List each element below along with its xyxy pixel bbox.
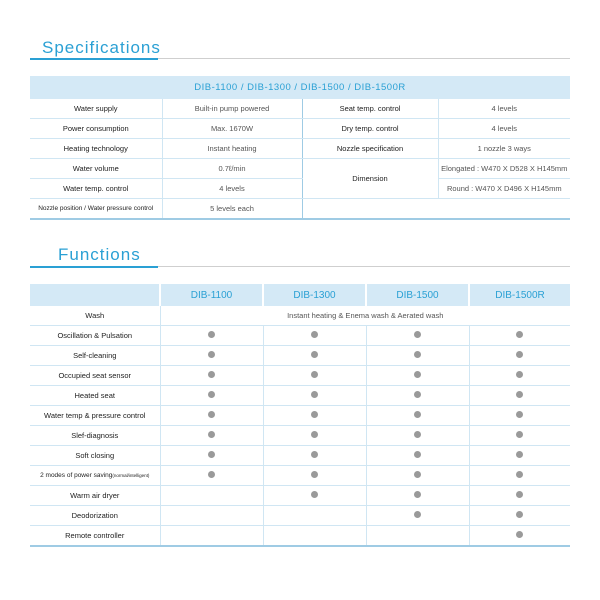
available-dot-icon	[414, 451, 421, 458]
spec-value-round: Round : W470 X D496 X H145mm	[438, 179, 570, 199]
availability-cell	[366, 346, 469, 366]
availability-cell	[263, 506, 366, 526]
model-header: DIB-1300	[263, 284, 366, 306]
function-row	[30, 526, 570, 547]
available-dot-icon	[516, 371, 523, 378]
available-dot-icon	[414, 471, 421, 478]
spec-label-dimension: Dimension	[302, 159, 438, 199]
availability-cell	[366, 506, 469, 526]
specifications-models-header: DIB-1100 / DIB-1300 / DIB-1500 / DIB-1500R	[30, 76, 570, 99]
function-label	[30, 366, 160, 386]
specifications-header-row	[30, 76, 570, 99]
specifications-title: Specifications	[42, 38, 161, 57]
model-header: DIB-1100	[160, 284, 263, 306]
available-dot-icon	[516, 471, 523, 478]
available-dot-icon	[516, 411, 523, 418]
spec-label: Dry temp. control	[302, 119, 438, 139]
function-row	[30, 446, 570, 466]
function-label	[30, 346, 160, 366]
availability-cell	[469, 466, 570, 486]
function-row	[30, 346, 570, 366]
spec-value: 4 levels	[438, 99, 570, 119]
available-dot-icon	[516, 431, 523, 438]
spec-label: Water supply	[30, 99, 162, 119]
function-row-wash	[30, 306, 570, 326]
availability-cell	[263, 486, 366, 506]
spec-label: Nozzle specification	[302, 139, 438, 159]
availability-cell	[263, 406, 366, 426]
available-dot-icon	[414, 371, 421, 378]
available-dot-icon	[414, 511, 421, 518]
available-dot-icon	[414, 411, 421, 418]
availability-cell	[469, 486, 570, 506]
availability-cell	[469, 366, 570, 386]
availability-cell	[469, 386, 570, 406]
available-dot-icon	[208, 371, 215, 378]
available-dot-icon	[311, 391, 318, 398]
spec-row	[30, 99, 570, 119]
availability-cell	[160, 446, 263, 466]
spec-value: 1 nozzle 3 ways	[438, 139, 570, 159]
available-dot-icon	[516, 451, 523, 458]
function-label-text: Heated seat	[74, 391, 115, 400]
function-row	[30, 486, 570, 506]
function-label	[30, 466, 160, 486]
functions-title: Functions	[58, 245, 141, 264]
availability-cell	[160, 486, 263, 506]
availability-cell	[160, 466, 263, 486]
specifications-title-rule	[158, 58, 570, 59]
available-dot-icon	[414, 331, 421, 338]
function-row	[30, 426, 570, 446]
function-label-text: Remote controller	[65, 531, 125, 540]
wash-value: Instant heating & Enema wash & Aerated wash	[160, 306, 570, 326]
availability-cell	[366, 526, 469, 547]
function-label	[30, 486, 160, 506]
availability-cell	[469, 446, 570, 466]
spec-label: Nozzle position / Water pressure control	[30, 199, 162, 220]
availability-cell	[160, 406, 263, 426]
availability-cell	[366, 406, 469, 426]
spec-value: Max. 1670W	[162, 119, 302, 139]
available-dot-icon	[516, 391, 523, 398]
availability-cell	[160, 426, 263, 446]
spec-value: 0.7ℓ/min	[162, 159, 302, 179]
function-label-text: Warm air dryer	[70, 491, 120, 500]
availability-cell	[263, 466, 366, 486]
function-label-text: Self-cleaning	[73, 351, 117, 360]
specifications-title-underline	[30, 58, 158, 60]
availability-cell	[160, 506, 263, 526]
spec-empty-cell	[302, 199, 570, 220]
available-dot-icon	[311, 451, 318, 458]
available-dot-icon	[516, 331, 523, 338]
functions-header-row	[30, 284, 570, 306]
spec-label: Water volume	[30, 159, 162, 179]
function-row	[30, 366, 570, 386]
spec-row	[30, 139, 570, 159]
available-dot-icon	[516, 511, 523, 518]
model-header: DIB-1500R	[469, 284, 570, 306]
function-label-text: Occupied seat sensor	[58, 371, 132, 380]
function-row	[30, 326, 570, 346]
availability-cell	[263, 366, 366, 386]
functions-title-underline	[30, 266, 158, 268]
availability-cell	[263, 326, 366, 346]
function-label	[30, 426, 160, 446]
spec-value: 4 levels	[438, 119, 570, 139]
function-label-text: Soft closing	[75, 451, 115, 460]
function-label-text: Deodorization	[71, 511, 118, 520]
available-dot-icon	[208, 451, 215, 458]
available-dot-icon	[311, 371, 318, 378]
function-label	[30, 526, 160, 547]
availability-cell	[366, 326, 469, 346]
availability-cell	[469, 426, 570, 446]
available-dot-icon	[311, 491, 318, 498]
function-row	[30, 506, 570, 526]
available-dot-icon	[311, 331, 318, 338]
function-label	[30, 506, 160, 526]
functions-title-rule	[158, 266, 570, 267]
available-dot-icon	[414, 431, 421, 438]
availability-cell	[469, 406, 570, 426]
available-dot-icon	[516, 531, 523, 538]
available-dot-icon	[311, 431, 318, 438]
spec-value: 5 levels each	[162, 199, 302, 220]
availability-cell	[263, 386, 366, 406]
available-dot-icon	[414, 391, 421, 398]
availability-cell	[160, 366, 263, 386]
availability-cell	[366, 466, 469, 486]
function-row	[30, 466, 570, 486]
available-dot-icon	[516, 491, 523, 498]
spec-row	[30, 179, 570, 199]
availability-cell	[160, 326, 263, 346]
function-label: Wash	[30, 306, 160, 326]
spec-row	[30, 159, 570, 179]
availability-cell	[469, 326, 570, 346]
availability-cell	[263, 346, 366, 366]
function-label-text: Water temp & pressure control	[44, 411, 146, 420]
function-label	[30, 326, 160, 346]
model-header: DIB-1500	[366, 284, 469, 306]
available-dot-icon	[516, 351, 523, 358]
available-dot-icon	[208, 431, 215, 438]
availability-cell	[160, 526, 263, 547]
availability-cell	[160, 386, 263, 406]
available-dot-icon	[208, 331, 215, 338]
spec-label: Heating technology	[30, 139, 162, 159]
available-dot-icon	[311, 471, 318, 478]
spec-label: Power consumption	[30, 119, 162, 139]
availability-cell	[263, 426, 366, 446]
function-label-text: Slef-diagnosis	[71, 431, 119, 440]
function-label-text: 2 modes of power saving	[40, 472, 113, 479]
spec-row	[30, 199, 570, 220]
available-dot-icon	[414, 491, 421, 498]
availability-cell	[263, 446, 366, 466]
feature-rows	[30, 326, 570, 547]
spec-value: Instant heating	[162, 139, 302, 159]
availability-cell	[263, 526, 366, 547]
spec-row	[30, 119, 570, 139]
function-row	[30, 386, 570, 406]
spec-label: Water temp. control	[30, 179, 162, 199]
availability-cell	[160, 346, 263, 366]
available-dot-icon	[208, 351, 215, 358]
availability-cell	[366, 386, 469, 406]
available-dot-icon	[208, 391, 215, 398]
spec-value-elongated: Elongated : W470 X D528 X H145mm	[438, 159, 570, 179]
spec-value: Built-in pump powered	[162, 99, 302, 119]
availability-cell	[366, 446, 469, 466]
availability-cell	[366, 426, 469, 446]
available-dot-icon	[311, 351, 318, 358]
function-row	[30, 406, 570, 426]
availability-cell	[469, 526, 570, 547]
spec-label: Seat temp. control	[302, 99, 438, 119]
available-dot-icon	[208, 471, 215, 478]
specifications-table	[30, 76, 570, 220]
available-dot-icon	[414, 351, 421, 358]
spec-value: 4 levels	[162, 179, 302, 199]
availability-cell	[366, 486, 469, 506]
available-dot-icon	[311, 411, 318, 418]
functions-header-corner	[30, 284, 160, 306]
function-label-suffix: (normal/intelligent)	[112, 473, 150, 478]
function-label	[30, 386, 160, 406]
availability-cell	[366, 366, 469, 386]
function-label	[30, 446, 160, 466]
available-dot-icon	[208, 411, 215, 418]
availability-cell	[469, 506, 570, 526]
availability-cell	[469, 346, 570, 366]
function-label-text: Oscillation & Pulsation	[57, 331, 133, 340]
function-label	[30, 406, 160, 426]
functions-table	[30, 284, 570, 547]
